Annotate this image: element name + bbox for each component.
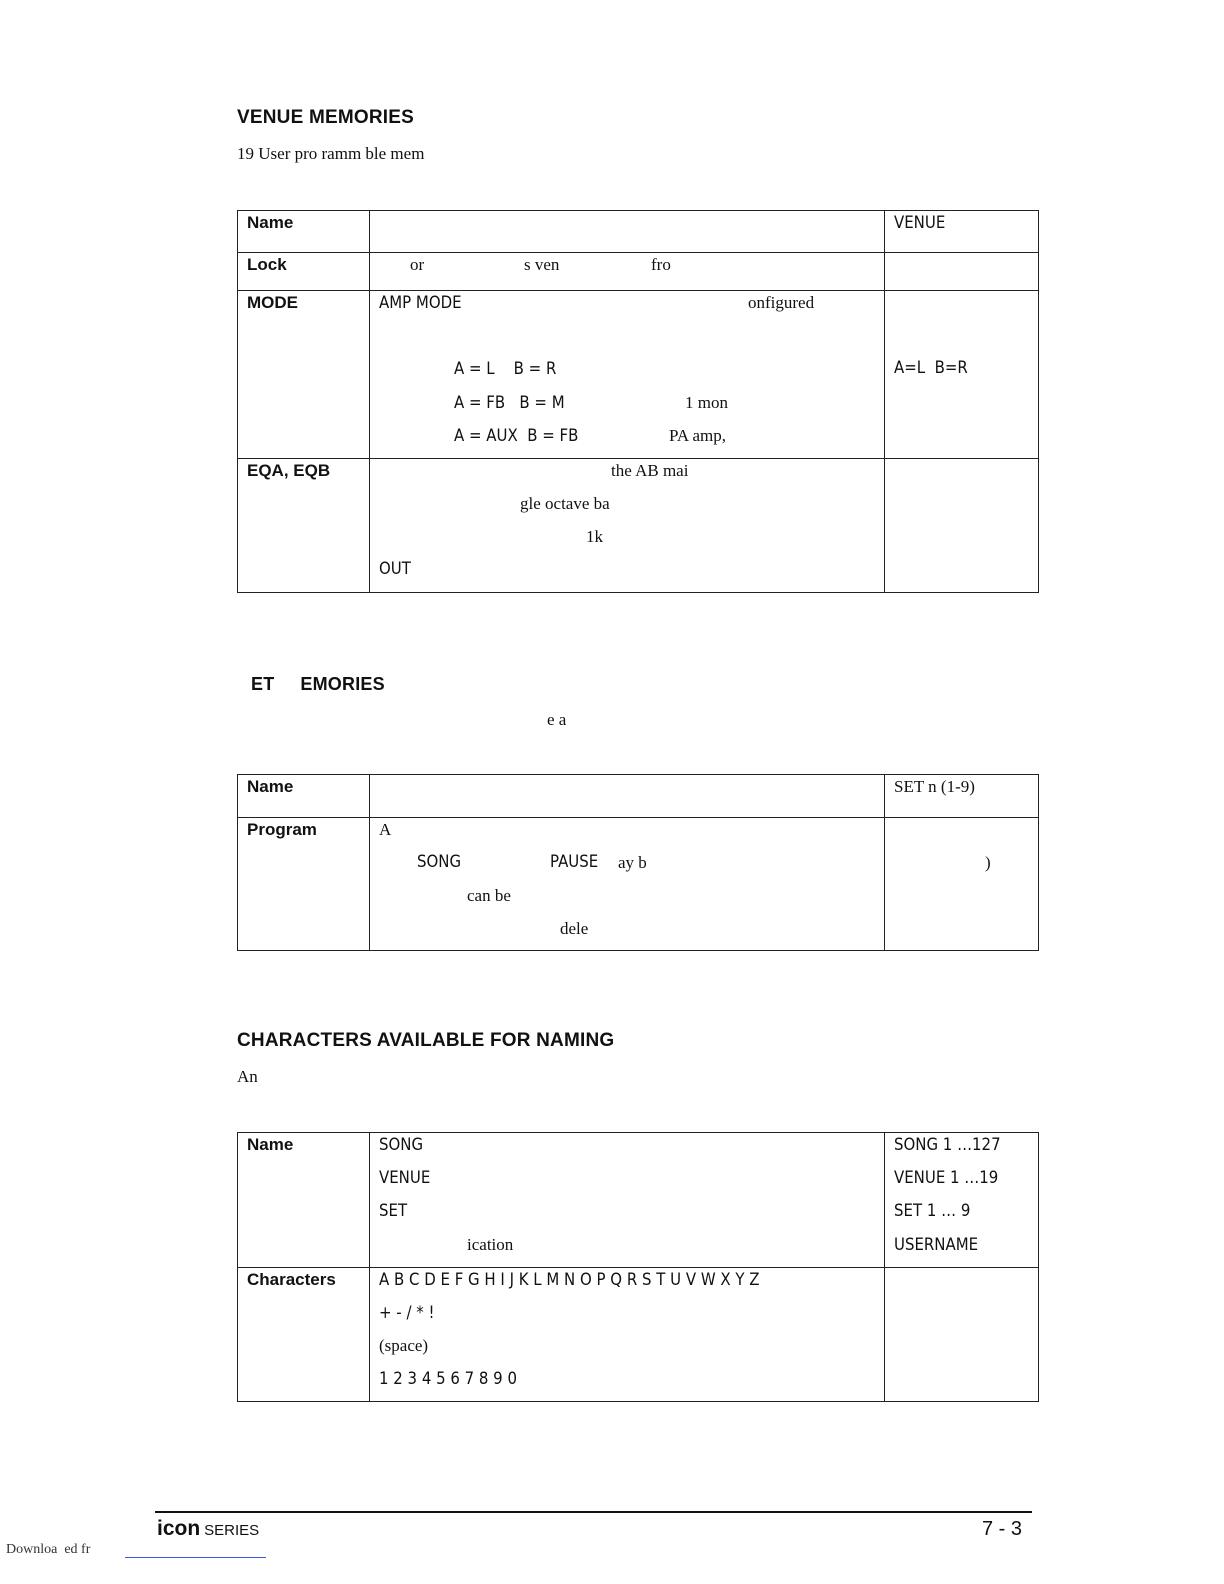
eq-text-3: 1k — [586, 527, 603, 546]
eq-text-2: gle octave ba — [520, 494, 610, 513]
brand-name: icon — [157, 1517, 201, 1540]
footer-brand — [157, 1517, 259, 1541]
mode-option-3-note: PA amp, — [669, 426, 727, 445]
row-label-name: Name — [247, 213, 294, 232]
mode-option-2-note: 1 mon — [685, 393, 728, 412]
set-memories-heading: ET EMORIES — [251, 674, 385, 694]
characters-symbols: + - / * ! — [379, 1303, 435, 1323]
table-row — [238, 818, 1039, 951]
row-label-name: Name — [247, 1135, 294, 1154]
venue-name-value: VENUE — [894, 213, 946, 233]
table-row — [238, 253, 1039, 291]
name-item-set: SET — [379, 1201, 408, 1221]
venue-memories-table — [237, 210, 1039, 593]
program-text-3: can be — [467, 886, 511, 905]
row-label-eq: EQA, EQB — [247, 461, 331, 480]
brand-series: SERIES — [204, 1522, 260, 1539]
program-right-paren: ) — [985, 853, 991, 872]
table-row — [238, 211, 1039, 253]
characters-table — [237, 1132, 1039, 1402]
mode-option-1: A = L B = R — [454, 359, 557, 379]
mode-option-2: A = FB B = M — [454, 393, 565, 413]
table-row — [238, 459, 1039, 593]
characters-digits: 1 2 3 4 5 6 7 8 9 0 — [379, 1369, 517, 1389]
venue-memories-intro: 19 User pro ramm ble mem — [237, 144, 425, 163]
program-pause: PAUSE — [550, 852, 599, 872]
download-notice: Downloa ed fr — [6, 1542, 91, 1557]
program-text-2: ay b — [618, 853, 647, 872]
lock-text-1: or — [410, 255, 425, 274]
name-item-venue: VENUE — [379, 1168, 431, 1188]
table-row — [238, 291, 1039, 459]
lock-text-3: fro — [651, 255, 671, 274]
program-text-4: dele — [560, 919, 589, 938]
row-label-lock: Lock — [247, 255, 287, 274]
amp-mode-text: AMP MODE — [379, 293, 462, 313]
name-item-song: SONG — [379, 1135, 424, 1155]
characters-heading: CHARACTERS AVAILABLE FOR NAMING — [237, 1030, 615, 1051]
mode-option-3: A = AUX B = FB — [454, 426, 579, 446]
table-row — [238, 1133, 1039, 1268]
characters-letters: A B C D E F G H I J K L M N O P Q R S T U V W X Y Z — [379, 1270, 760, 1290]
download-link[interactable] — [125, 1557, 266, 1558]
program-text-1: A — [379, 820, 392, 839]
page-number: 7 - 3 — [982, 1518, 1023, 1540]
set-name-value: SET n (1-9) — [894, 777, 975, 796]
range-username: USERNAME — [894, 1235, 979, 1255]
footer-rule — [155, 1511, 1032, 1513]
characters-intro: An — [237, 1067, 258, 1086]
table-row — [238, 1268, 1039, 1402]
name-item-ication: ication — [467, 1235, 514, 1254]
row-label-program: Program — [247, 820, 317, 839]
range-set: SET 1 … 9 — [894, 1201, 971, 1221]
set-memories-intro: e a — [547, 710, 567, 729]
characters-space: (space) — [379, 1336, 429, 1355]
row-label-name: Name — [247, 777, 294, 796]
row-label-characters: Characters — [247, 1270, 336, 1289]
lock-text-2: s ven — [524, 255, 560, 274]
row-label-mode: MODE — [247, 293, 298, 312]
range-song: SONG 1 …127 — [894, 1135, 1001, 1155]
mode-default-value: A=L B=R — [894, 358, 968, 378]
eq-text-out: OUT — [379, 559, 411, 579]
eq-text-1: the AB mai — [611, 461, 689, 480]
program-song: SONG — [417, 852, 462, 872]
range-venue: VENUE 1 …19 — [894, 1168, 999, 1188]
set-memories-table — [237, 774, 1039, 951]
table-row — [238, 775, 1039, 818]
venue-memories-heading: VENUE MEMORIES — [237, 107, 414, 128]
configured-text: onfigured — [748, 293, 815, 312]
